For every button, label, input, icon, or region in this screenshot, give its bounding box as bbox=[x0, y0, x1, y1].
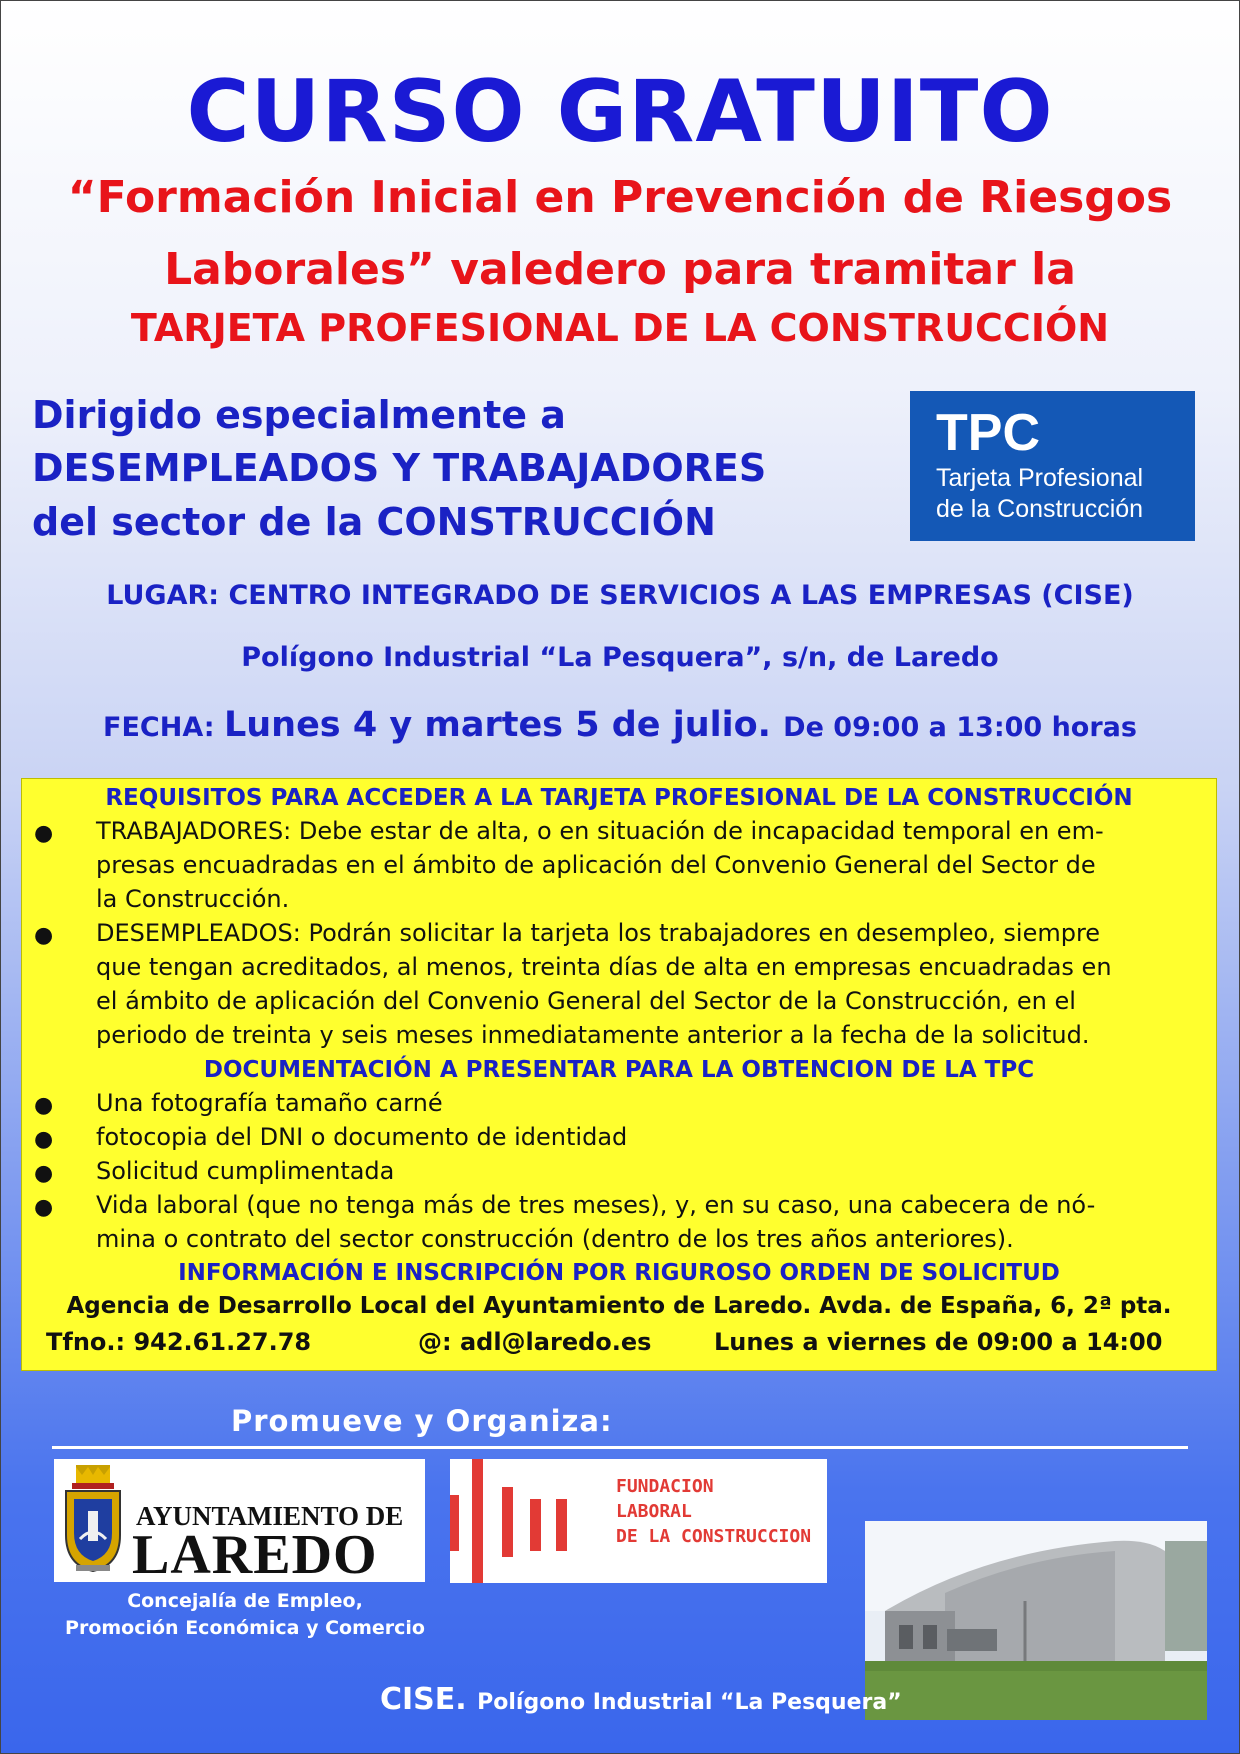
cise-caption bbox=[380, 1682, 902, 1717]
unemployed-line: el ámbito de aplicación del Convenio General del Sector de la Construcción, en el bbox=[96, 987, 1076, 1015]
tpc-logo bbox=[910, 391, 1195, 541]
target-line1: Dirigido especialmente a bbox=[32, 393, 566, 437]
cise-caption-title: CISE. bbox=[380, 1682, 478, 1717]
workers-line: TRABAJADORES: Debe estar de alta, o en situación de incapacidad temporal en em- bbox=[96, 817, 1104, 845]
laredo-text: LAREDO bbox=[132, 1524, 378, 1586]
flc-text-line1: FUNDACION bbox=[616, 1476, 714, 1497]
info-schedule: Lunes a viernes de 09:00 a 14:00 bbox=[714, 1328, 1163, 1356]
ayuntamiento-laredo-logo bbox=[54, 1459, 425, 1586]
requirements-box bbox=[21, 778, 1217, 1371]
concejalia-line1: Concejalía de Empleo, bbox=[127, 1590, 363, 1612]
info-agency: Agencia de Desarrollo Local del Ayuntamiento de Laredo. Avda. de España, 6, 2ª pta. bbox=[66, 1293, 1172, 1319]
bullet-icon: ● bbox=[34, 821, 54, 846]
course-date bbox=[0, 705, 1240, 745]
info-email: @: adl@laredo.es bbox=[418, 1328, 652, 1356]
workers-line: la Construcción. bbox=[96, 885, 290, 913]
info-heading: INFORMACIÓN E INSCRIPCIÓN POR RIGUROSO ORDEN DE SOLICITUD bbox=[178, 1260, 1060, 1286]
cise-caption-location: Polígono Industrial “La Pesquera” bbox=[477, 1690, 902, 1715]
unemployed-line: periodo de treinta y seis meses inmediatamente anterior a la fecha de la solicitud. bbox=[96, 1021, 1090, 1049]
fundacion-laboral-logo bbox=[450, 1459, 827, 1583]
unemployed-line: DESEMPLEADOS: Podrán solicitar la tarjeta los trabajadores en desempleo, siempre bbox=[96, 919, 1101, 947]
cise-building-photo bbox=[865, 1521, 1207, 1720]
concejalia-line2: Promoción Económica y Comercio bbox=[65, 1617, 425, 1639]
divider bbox=[52, 1446, 1188, 1449]
date-days: Lunes 4 y martes 5 de julio. bbox=[223, 705, 784, 745]
location-address: Polígono Industrial “La Pesquera”, s/n, de Laredo bbox=[241, 642, 999, 673]
promueve-label: Promueve y Organiza: bbox=[231, 1404, 613, 1438]
documentation-item: Vida laboral (que no tenga más de tres meses), y, en su caso, una cabecera de nó- bbox=[96, 1191, 1096, 1219]
bullet-icon: ● bbox=[34, 1127, 54, 1152]
flc-bars-icon bbox=[450, 1459, 610, 1583]
date-hours: De 09:00 a 13:00 horas bbox=[783, 712, 1137, 743]
location-lugar: LUGAR: CENTRO INTEGRADO DE SERVICIOS A LAS EMPRESAS (CISE) bbox=[106, 580, 1134, 611]
workers-line: presas encuadradas en el ámbito de aplicación del Convenio General del Sector de bbox=[96, 851, 1096, 879]
unemployed-line: que tengan acreditados, al menos, treinta días de alta en empresas encuadradas en bbox=[96, 953, 1112, 981]
tpc-logo-abbr: TPC bbox=[936, 404, 1040, 462]
documentation-heading: DOCUMENTACIÓN A PRESENTAR PARA LA OBTENCION DE LA TPC bbox=[203, 1057, 1035, 1083]
bullet-icon: ● bbox=[34, 1093, 54, 1118]
info-phone: Tfno.: 942.61.27.78 bbox=[46, 1328, 312, 1356]
tpc-logo-line1: Tarjeta Profesional bbox=[936, 464, 1144, 492]
ayuntamiento-text: AYUNTAMIENTO DE bbox=[136, 1501, 404, 1531]
bullet-icon: ● bbox=[34, 1161, 54, 1186]
documentation-item: mina o contrato del sector construcción (dentro de los tres años anteriores). bbox=[96, 1225, 1014, 1253]
course-subtitle-line1: “Formación Inicial en Prevención de Riesgos bbox=[67, 172, 1173, 223]
date-label: FECHA: bbox=[103, 712, 224, 743]
requirements-heading: REQUISITOS PARA ACCEDER A LA TARJETA PROFESIONAL DE LA CONSTRUCCIÓN bbox=[105, 785, 1133, 811]
flc-text-line2: LABORAL bbox=[616, 1501, 692, 1522]
bullet-icon: ● bbox=[34, 923, 54, 948]
course-subtitle-line2: Laborales” valedero para tramitar la bbox=[164, 244, 1076, 295]
coat-of-arms-icon bbox=[62, 1465, 124, 1575]
flc-text-line3: DE LA CONSTRUCCION bbox=[616, 1526, 812, 1547]
target-line3: del sector de la CONSTRUCCIÓN bbox=[32, 500, 716, 544]
course-title: CURSO GRATUITO bbox=[186, 62, 1054, 162]
documentation-item: fotocopia del DNI o documento de identidad bbox=[96, 1123, 628, 1151]
documentation-item: Una fotografía tamaño carné bbox=[96, 1089, 443, 1117]
target-line2: DESEMPLEADOS Y TRABAJADORES bbox=[32, 446, 767, 490]
tpc-logo-line2: de la Construcción bbox=[936, 495, 1144, 523]
documentation-item: Solicitud cumplimentada bbox=[96, 1157, 395, 1185]
bullet-icon: ● bbox=[34, 1195, 54, 1220]
course-subtitle-line3: TARJETA PROFESIONAL DE LA CONSTRUCCIÓN bbox=[130, 306, 1110, 350]
